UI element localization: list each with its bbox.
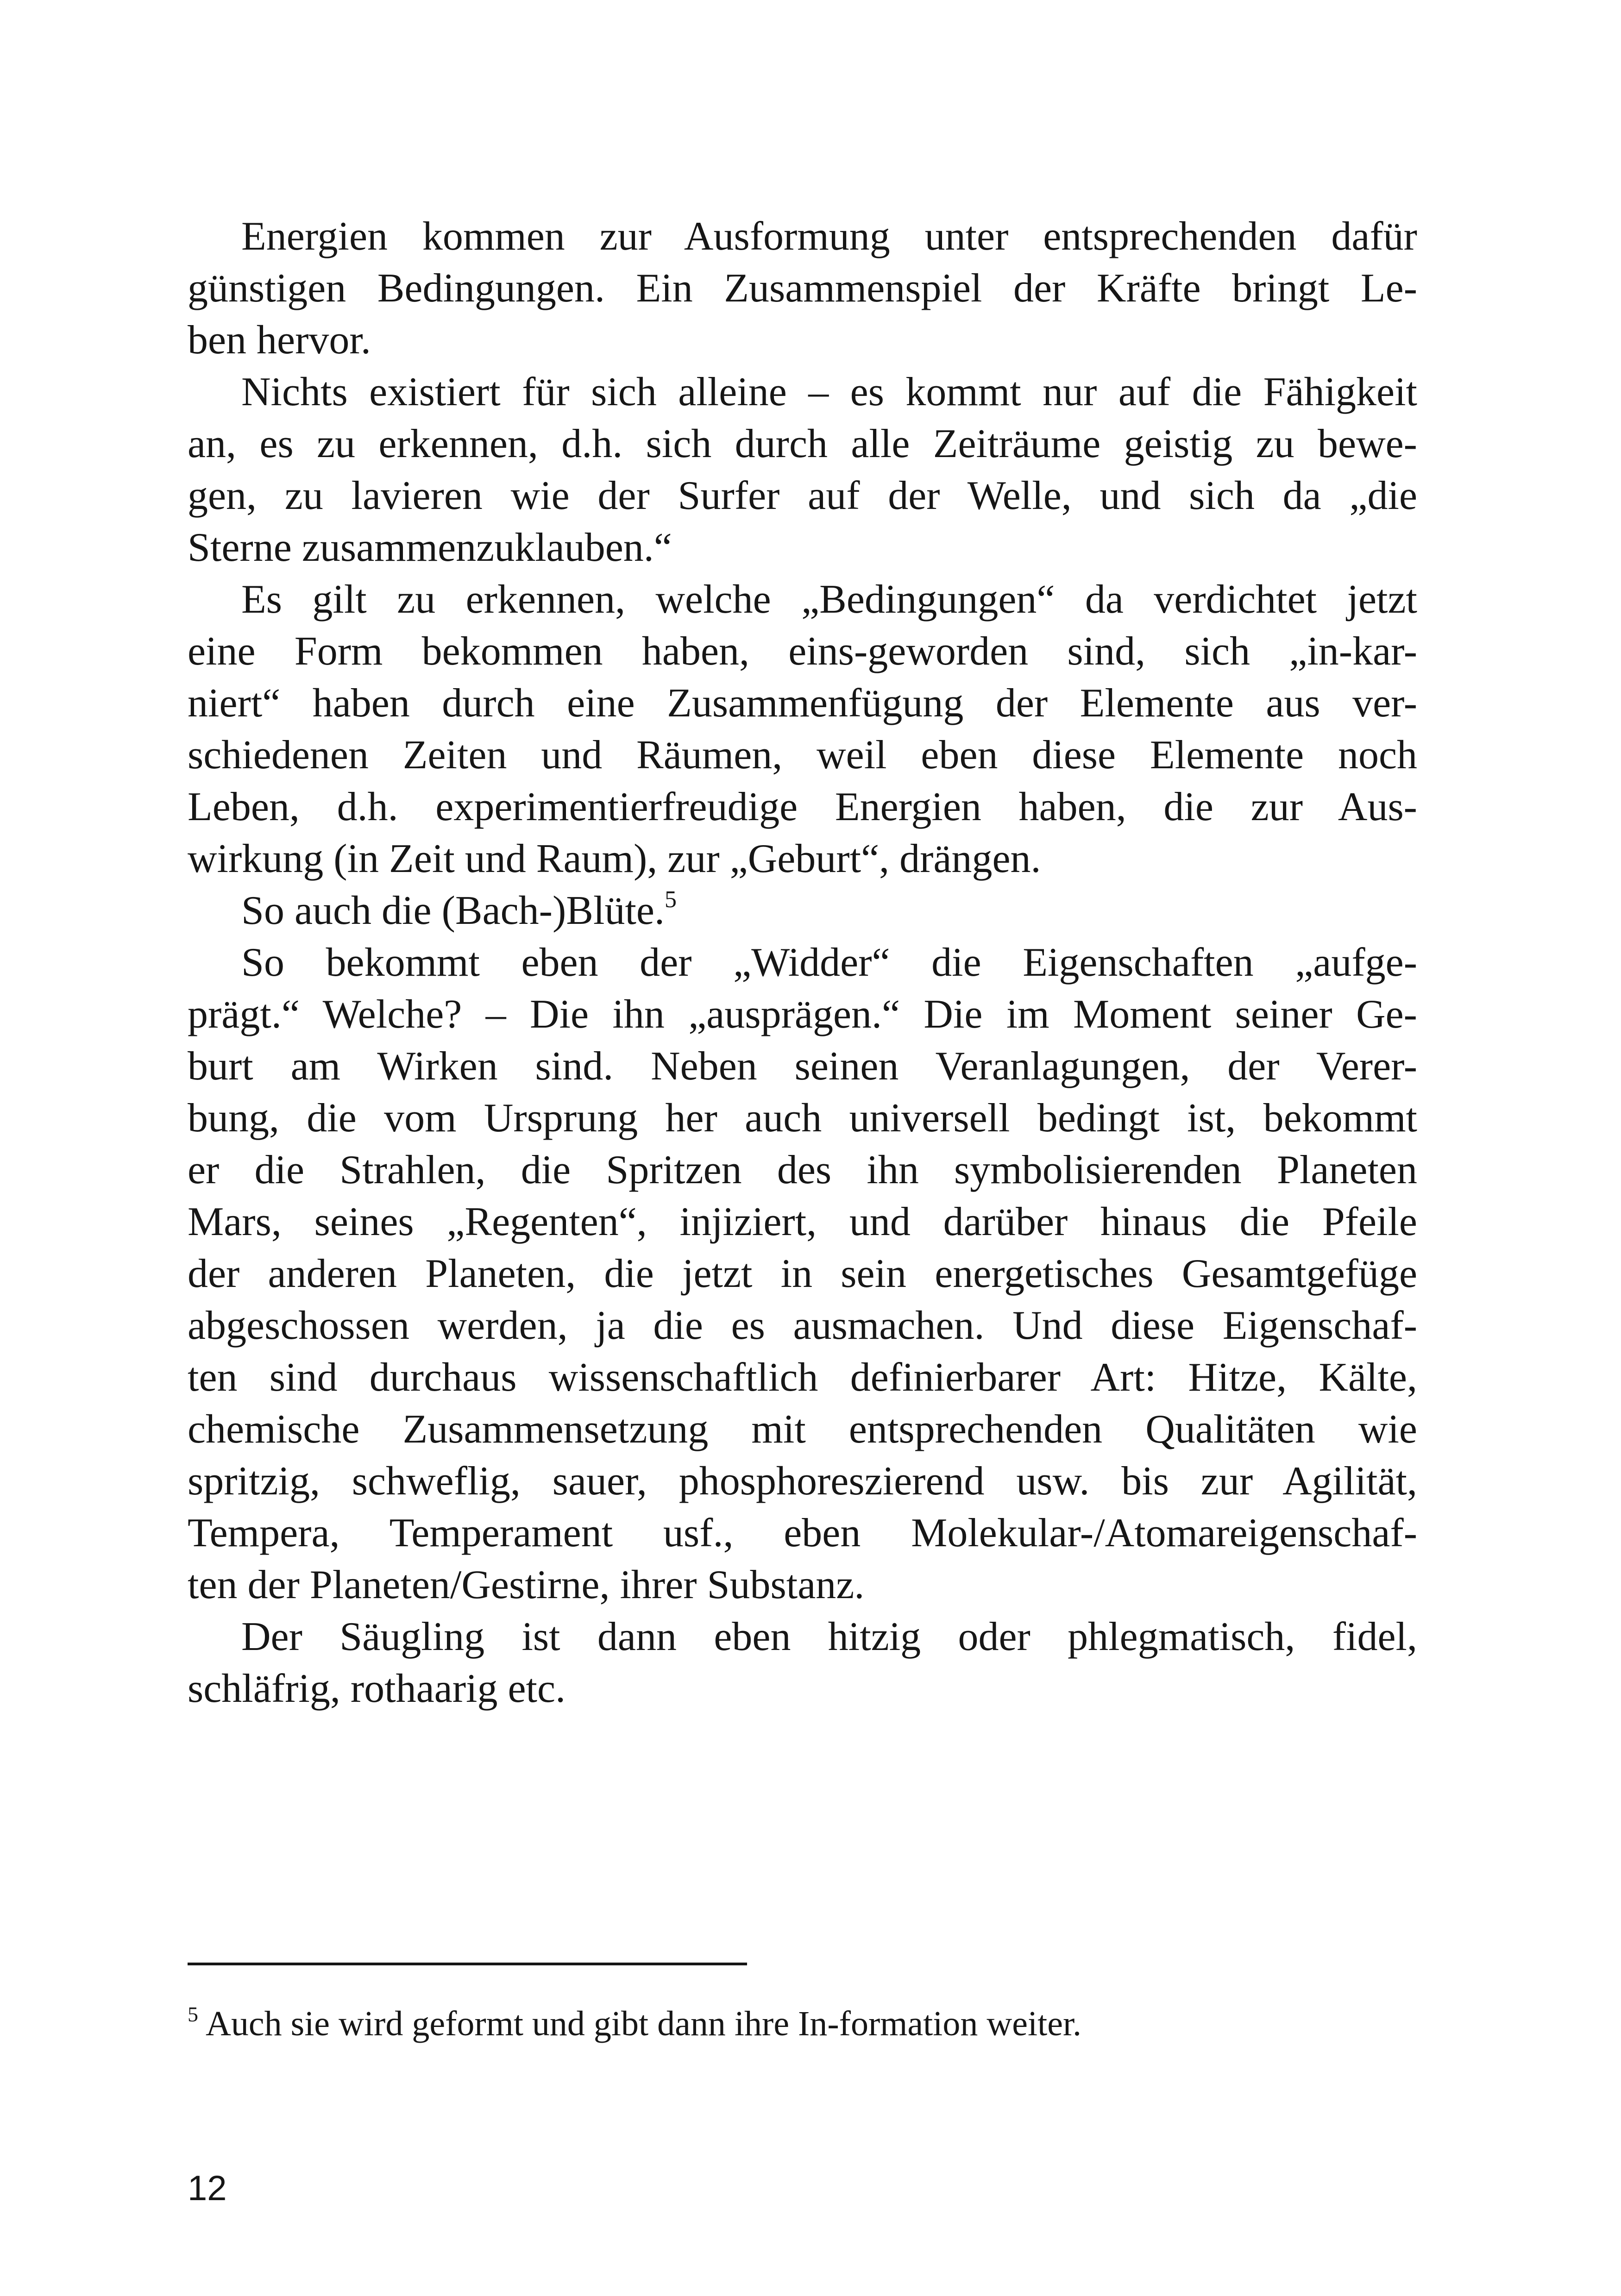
text-line: günstigen Bedingungen. Ein Zusammenspiel der Kräfte bringt Le- <box>188 266 1417 311</box>
text-line: Mars, seines „Regenten“, injiziert, und darüber hinaus die Pfeile <box>188 1199 1417 1244</box>
paragraph <box>188 885 1417 937</box>
text-line: Leben, d.h. experimentierfreudige Energien haben, die zur Aus- <box>188 784 1417 829</box>
text-line: ten sind durchaus wissenschaftlich definierbarer Art: Hitze, Kälte, <box>188 1355 1417 1400</box>
footnote-reference: 5 <box>664 886 677 913</box>
text-line: eine Form bekommen haben, eins-geworden sind, sich „in-kar- <box>188 629 1417 674</box>
text-line: burt am Wirken sind. Neben seinen Veranlagungen, der Verer- <box>188 1044 1417 1089</box>
text-line <box>188 885 1417 937</box>
text-line: der anderen Planeten, die jetzt in sein energetisches Gesamtgefüge <box>188 1251 1417 1296</box>
footnote <box>188 2001 1081 2046</box>
text-line: Sterne zusammenzuklauben.“ <box>188 525 672 570</box>
text-line: an, es zu erkennen, d.h. sich durch alle Zeiträume geistig zu bewe- <box>188 421 1417 466</box>
paragraph <box>188 366 1417 574</box>
text-line: ten der Planeten/Gestirne, ihrer Substanz. <box>188 1562 865 1607</box>
paragraph <box>188 574 1417 885</box>
text-line: Energien kommen zur Ausformung unter entsprechenden dafür <box>241 214 1417 259</box>
text-line-content: So auch die (Bach-)Blüte. <box>241 888 665 933</box>
text-line: abgeschossen werden, ja die es ausmachen. Und diese Eigenschaf- <box>188 1303 1417 1348</box>
text-line: Der Säugling ist dann eben hitzig oder phlegmatisch, fidel, <box>241 1614 1417 1659</box>
text-line: bung, die vom Ursprung her auch universell bedingt ist, bekommt <box>188 1096 1417 1141</box>
footnote-separator <box>188 1963 747 1965</box>
footnote-marker: 5 <box>188 2002 198 2026</box>
text-line: prägt.“ Welche? – Die ihn „ausprägen.“ Die im Moment seiner Ge- <box>188 992 1417 1037</box>
text-line: schläfrig, rothaarig etc. <box>188 1666 566 1711</box>
text-line: Nichts existiert für sich alleine – es kommt nur auf die Fähigkeit <box>241 370 1417 414</box>
text-line: niert“ haben durch eine Zusammenfügung der Elemente aus ver- <box>188 681 1417 726</box>
page-number: 12 <box>188 2169 227 2208</box>
paragraph <box>188 211 1417 366</box>
text-line: chemische Zusammensetzung mit entsprechenden Qualitäten wie <box>188 1407 1417 1452</box>
text-line: gen, zu lavieren wie der Surfer auf der Welle, und sich da „die <box>188 473 1417 518</box>
text-line: wirkung (in Zeit und Raum), zur „Geburt“, drängen. <box>188 836 1041 881</box>
text-line: ben hervor. <box>188 318 371 363</box>
text-line: schiedenen Zeiten und Räumen, weil eben diese Elemente noch <box>188 733 1417 778</box>
footnote-text: Auch sie wird geformt und gibt dann ihre In-formation weiter. <box>206 2004 1082 2043</box>
text-line: So bekommt eben der „Widder“ die Eigenschaften „aufge- <box>241 940 1417 985</box>
text-line: spritzig, schweflig, sauer, phosphoreszierend usw. bis zur Agilität, <box>188 1459 1417 1504</box>
paragraph <box>188 1611 1417 1715</box>
text-line: Es gilt zu erkennen, welche „Bedingungen“ da verdichtet jetzt <box>241 577 1417 622</box>
main-text <box>188 211 1417 1715</box>
text-line: er die Strahlen, die Spritzen des ihn symbolisierenden Planeten <box>188 1148 1417 1192</box>
paragraph <box>188 937 1417 1611</box>
text-line: Tempera, Temperament usf., eben Molekular-/Atomareigenschaf- <box>188 1511 1417 1556</box>
